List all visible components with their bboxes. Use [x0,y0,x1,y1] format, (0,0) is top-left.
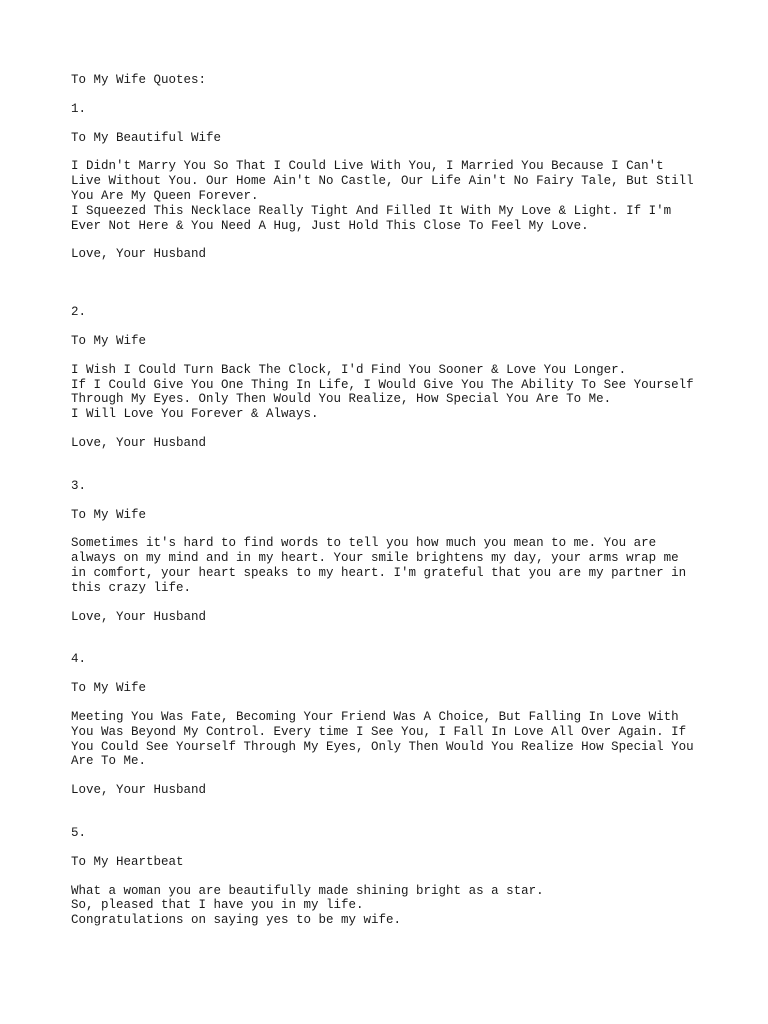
quote-line: always on my mind and in my heart. Your smile brightens my day, your arms wrap me [71,551,679,566]
quote-heading: To My Wife [71,681,147,696]
quote-line: You Could See Yourself Through My Eyes, Only Then Would You Realize How Special You [71,739,694,754]
quote-heading: To My Wife [71,507,147,522]
quote-line: Live Without You. Our Home Ain't No Castle, Our Life Ain't No Fairy Tale, But Still [71,174,694,189]
quote-line: in comfort, your heart speaks to my heart. I'm grateful that you are my partner in [71,565,687,580]
quote-line: Through My Eyes. Only Then Would You Realize, How Special You Are To Me. [71,392,612,407]
quote-1 [71,102,711,262]
quote-signoff: Love, Your Husband [71,247,207,262]
quote-text [71,710,711,769]
quote-line: Meeting You Was Fate, Becoming Your Friend Was A Choice, But Falling In Love With [71,709,679,724]
quote-number: 5. [71,825,87,840]
quote-text [71,363,711,422]
quote-text [71,884,711,928]
document-title: To My Wife Quotes: [71,73,207,87]
quote-text [71,536,711,595]
quote-signoff: Love, Your Husband [71,435,207,450]
quote-line: I Didn't Marry You So That I Could Live With You, I Married You Because I Can't [71,159,664,174]
quote-heading: To My Heartbeat [71,854,184,869]
quote-signoff: Love, Your Husband [71,783,207,798]
quote-line: Congratulations on saying yes to be my wife. [71,913,402,928]
quote-text [71,159,711,233]
quote-number: 2. [71,305,87,320]
quote-4 [71,652,711,798]
quote-line: I Wish I Could Turn Back The Clock, I'd Find You Sooner & Love You Longer. [71,362,627,377]
quote-line: Sometimes it's hard to find words to tell you how much you mean to me. You are [71,536,657,551]
quote-line: If I Could Give You One Thing In Life, I Would Give You The Ability To See Yourself [71,377,694,392]
quote-line: You Was Beyond My Control. Every time I See You, I Fall In Love All Over Again. If [71,724,687,739]
quote-line: this crazy life. [71,580,192,595]
quote-line: So, pleased that I have you in my life. [71,898,364,913]
quote-line: I Squeezed This Necklace Really Tight And Filled It With My Love & Light. If I'm [71,203,672,218]
quote-signoff: Love, Your Husband [71,609,207,624]
quote-number: 3. [71,478,87,493]
quote-line: I Will Love You Forever & Always. [71,407,319,422]
quote-number: 1. [71,101,87,116]
quote-line: You Are My Queen Forever. [71,188,259,203]
quote-heading: To My Beautiful Wife [71,130,222,145]
quote-line: Are To Me. [71,754,147,769]
quote-number: 4. [71,652,87,667]
quote-heading: To My Wife [71,333,147,348]
quote-5 [71,826,711,928]
document-body [71,73,711,928]
quote-3 [71,479,711,625]
quote-line: What a woman you are beautifully made shining bright as a star. [71,883,544,898]
quote-2 [71,305,711,451]
quote-line: Ever Not Here & You Need A Hug, Just Hold This Close To Feel My Love. [71,218,589,233]
